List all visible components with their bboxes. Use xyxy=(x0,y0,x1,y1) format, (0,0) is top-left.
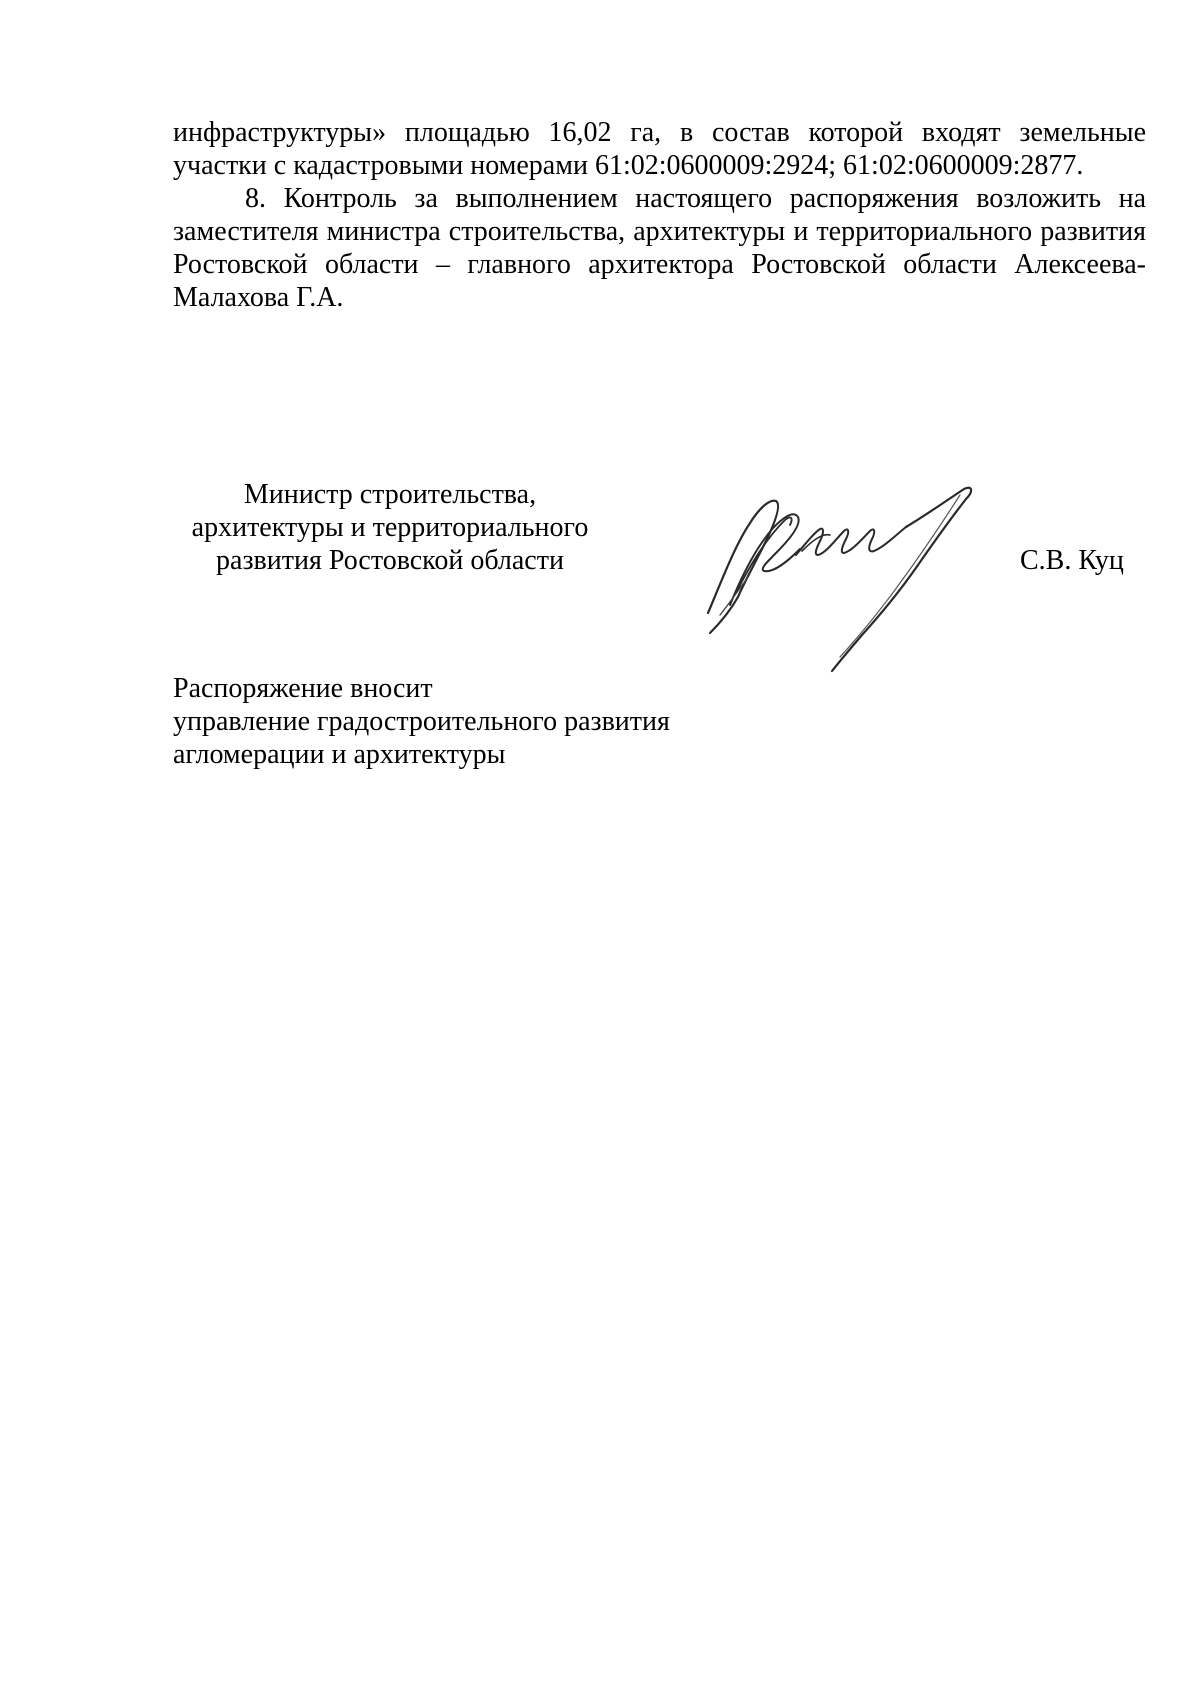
document-body xyxy=(173,116,1146,314)
paragraph-continuation: инфраструктуры» площадью 16,02 га, в состав которой входят земельные участки с кадастровыми номерами 61:02:0600009:2924; 61:02:0600009:2877. xyxy=(173,117,1146,181)
handwritten-signature xyxy=(690,465,1010,675)
signatory-title-line: Министр строительства, xyxy=(243,479,537,510)
signatory-name: С.В. Куц xyxy=(1020,545,1124,576)
issuer-note-line: агломерации и архитектуры xyxy=(173,739,506,770)
signatory-title-line: архитектуры и территориального xyxy=(191,512,589,543)
paragraph-item-8: 8. Контроль за выполнением настоящего распоряжения возложить на заместителя министра строительства, архитектуры и территориального развития Ростовской области – главного архитектора Ростовской области Алексеева-Малахова Г.А. xyxy=(173,183,1146,313)
issuer-note-line: управление градостроительного развития xyxy=(173,706,670,737)
issuer-note-line: Распоряжение вносит xyxy=(173,673,433,704)
issuer-note xyxy=(173,672,670,771)
signatory-title xyxy=(160,478,620,577)
signatory-title-line: развития Ростовской области xyxy=(216,545,564,576)
